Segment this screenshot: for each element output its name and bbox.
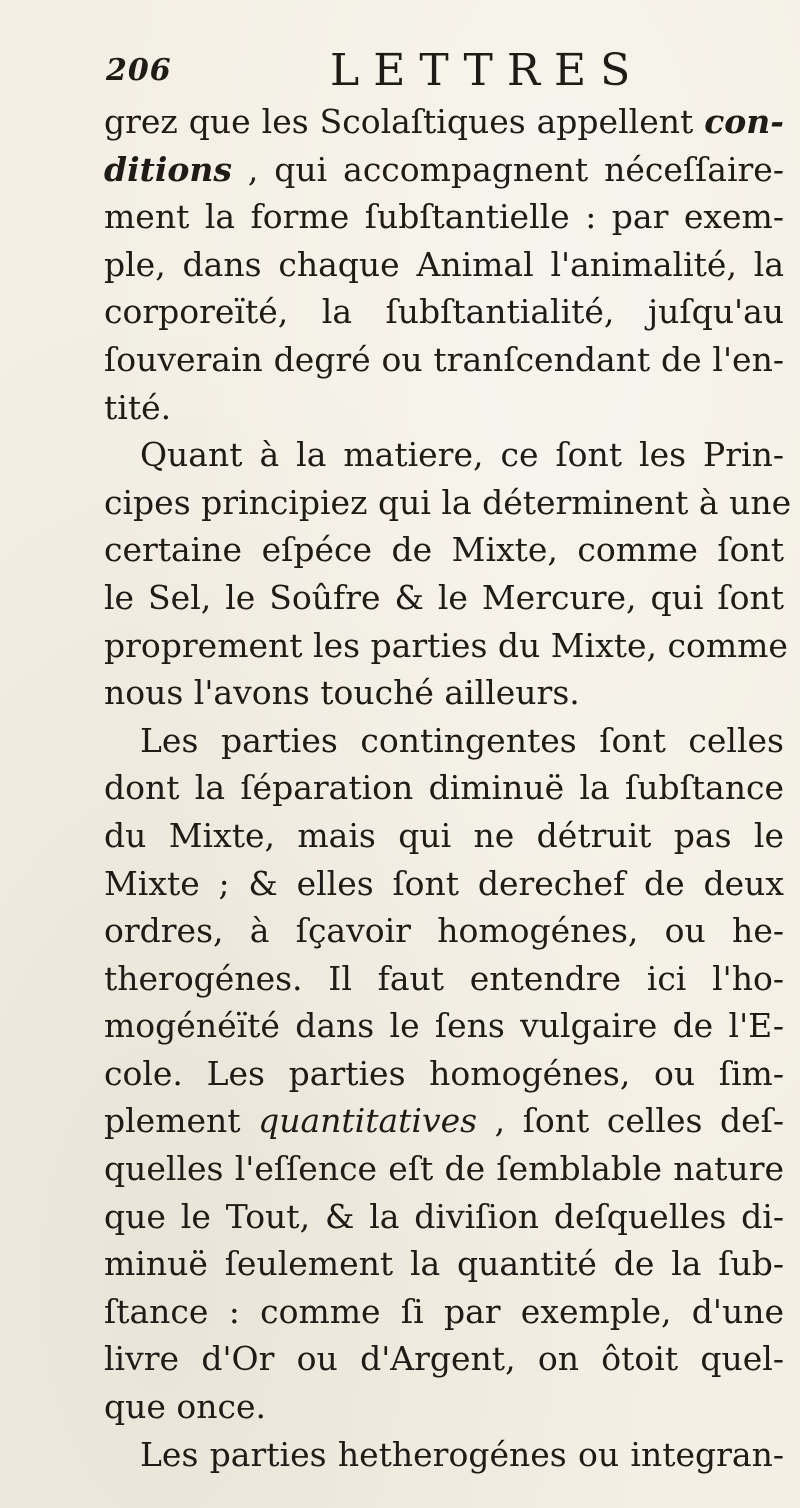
- text-line: tité.: [104, 387, 172, 427]
- text-line: corporeïté, la ſubſtantialité, juſqu'au: [104, 292, 784, 332]
- text-line: proprement les parties du Mixte, comme: [104, 625, 788, 665]
- text-line: grez que les Scolaſtiques appellent con-: [104, 102, 784, 141]
- text-line: ment la forme ſubſtantielle : par exem-: [104, 197, 784, 237]
- text-line: livre d'Or ou d'Argent, on ôtoit quel-: [104, 1339, 784, 1379]
- text-line: certaine eſpéce de Mixte, comme ſont: [104, 530, 784, 570]
- text-line: du Mixte, mais qui ne détruit pas le: [104, 815, 784, 855]
- text-line: nous l'avons touché ailleurs.: [104, 673, 580, 713]
- page-header: [106, 45, 760, 95]
- page-number: 206: [106, 53, 172, 88]
- text-line: minuë ſeulement la quantité de la ſub-: [104, 1244, 784, 1284]
- text-line: ordres, à ſçavoir homogénes, ou he-: [104, 911, 784, 951]
- text-line: ditions , qui accompagnent néceſſaire-: [104, 149, 784, 189]
- text-line: ſouverain degré ou tranſcendant de l'en-: [104, 339, 784, 379]
- text-line: que le Tout, & la diviſion deſquelles di-: [104, 1196, 784, 1236]
- body-text: [104, 98, 792, 1478]
- text-line: ſtance : comme ſi par exemple, d'une: [104, 1291, 784, 1331]
- paragraph-start-line: Les parties hetherogénes ou integran-: [140, 1434, 784, 1474]
- paragraph-start-line: Les parties contingentes ſont celles: [140, 720, 784, 760]
- paragraph-start-line: Quant à la matiere, ce ſont les Prin-: [140, 435, 784, 475]
- text-line: le Sel, le Soûfre & le Mercure, qui ſont: [104, 577, 784, 617]
- text-line: ple, dans chaque Animal l'animalité, la: [104, 244, 784, 284]
- text-line: Mixte ; & elles ſont derechef de deux: [104, 863, 784, 903]
- running-title: LETTRES: [330, 45, 645, 96]
- text-line: cipes principiez qui la déterminent à une: [104, 482, 792, 522]
- text-line: quelles l'eſſence eſt de ſemblable nature: [104, 1149, 784, 1189]
- text-line: therogénes. Il faut entendre ici l'ho-: [104, 958, 784, 998]
- text-line: plement quantitatives , ſont celles deſ-: [104, 1101, 784, 1141]
- text-line: dont la ſéparation diminuë la ſubſtance: [104, 768, 784, 808]
- text-line: cole. Les parties homogénes, ou ſim-: [104, 1053, 784, 1093]
- text-line: mogénéïté dans le ſens vulgaire de l'E-: [104, 1006, 784, 1046]
- text-line: que once.: [104, 1387, 267, 1427]
